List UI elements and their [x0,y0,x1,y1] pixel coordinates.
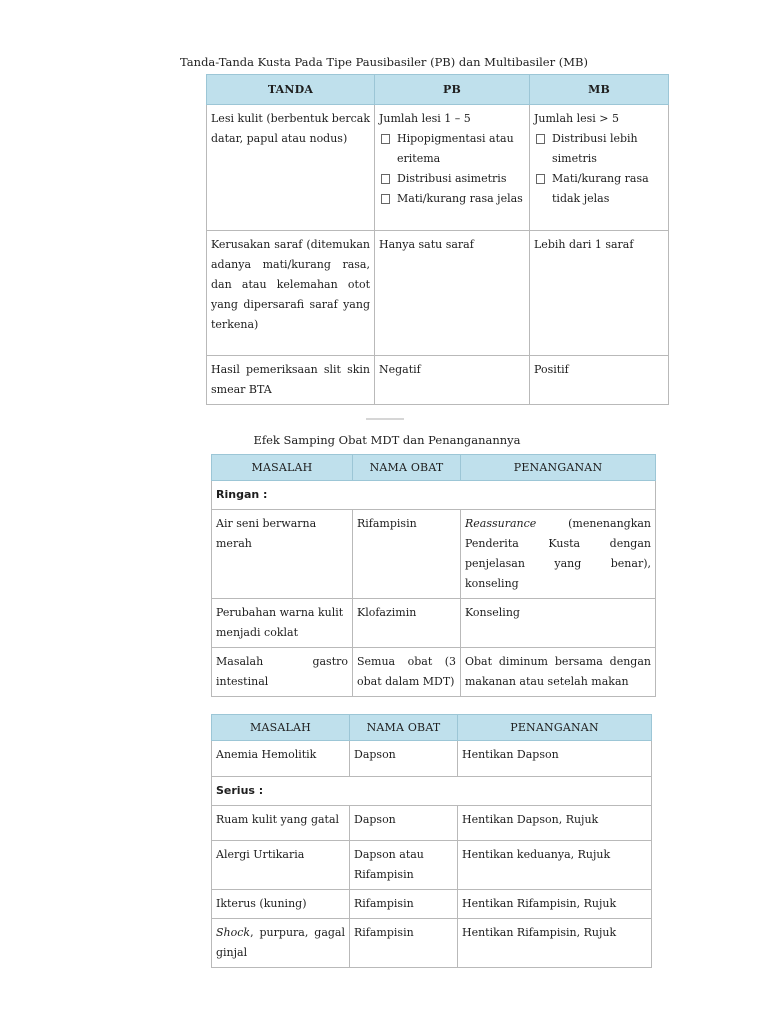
cell-masalah [212,919,350,968]
checkbox-icon [381,134,390,144]
table-row [212,919,652,968]
table-row [212,648,656,697]
section-row-ringan [212,481,656,510]
emphasis-text: Shock [216,926,251,939]
cell-penanganan: Hentikan Rifampisin, Rujuk [458,890,652,919]
table-row [212,890,652,919]
table-row [212,841,652,890]
cell-masalah: Ikterus (kuning) [212,890,350,919]
checkbox-icon [381,174,390,184]
header-tanda: TANDA [207,75,375,105]
list-item-text: Distribusi asimetris [397,172,507,185]
header-masalah: MASALAH [212,715,350,741]
table-row [212,806,652,841]
cell-pb: Negatif [375,356,530,405]
cell-mb [530,105,669,231]
table-side-effects-serious [211,714,652,968]
cell-penanganan: Hentikan Dapson, Rujuk [458,806,652,841]
cell-tanda: Kerusakan saraf (ditemukan adanya mati/kurang rasa, dan atau kelemahan otot yang dipersarafi saraf yang terkena) [207,231,375,356]
list-item [379,129,525,169]
header-masalah: MASALAH [212,455,353,481]
cell-obat: Semua obat (3 obat dalam MDT) [353,648,461,697]
header-pb: PB [375,75,530,105]
table-row [212,741,652,777]
table-header-row [212,715,652,741]
table2-caption: Efek Samping Obat MDT dan Penanganannya [253,433,521,447]
table-row [212,599,656,648]
section-row-serius [212,777,652,806]
scan-artifact [366,418,404,420]
list-item [379,189,525,209]
checkbox-icon [381,194,390,204]
table-row [207,105,669,231]
section-label: Serius : [212,777,652,806]
checkbox-icon [536,174,545,184]
cell-pb [375,105,530,231]
list-item-text: Mati/kurang rasa tidak jelas [552,172,649,205]
cell-masalah: Masalah gastro intestinal [212,648,353,697]
table-row [207,231,669,356]
header-mb: MB [530,75,669,105]
mb-lead: Jumlah lesi > 5 [534,112,619,125]
list-item [534,169,664,209]
cell-obat: Dapson atau Rifampisin [350,841,458,890]
cell-obat: Dapson [350,806,458,841]
header-penanganan: PENANGANAN [458,715,652,741]
cell-masalah: Air seni berwarna merah [212,510,353,599]
masalah-text: , purpura, gagal ginjal [216,926,345,959]
cell-obat: Rifampisin [350,919,458,968]
cell-penanganan: Obat diminum bersama dengan makanan atau setelah makan [461,648,656,697]
cell-masalah: Alergi Urtikaria [212,841,350,890]
table-leprosy-signs [206,74,669,405]
cell-penanganan: Hentikan keduanya, Rujuk [458,841,652,890]
cell-obat: Dapson [350,741,458,777]
table-header-row [207,75,669,105]
cell-tanda: Hasil pemeriksaan slit skin smear BTA [207,356,375,405]
pb-list [379,129,525,209]
cell-penanganan [461,510,656,599]
cell-obat: Rifampisin [353,510,461,599]
cell-masalah: Ruam kulit yang gatal [212,806,350,841]
list-item-text: Distribusi lebih simetris [552,132,638,165]
table1-caption: Tanda-Tanda Kusta Pada Tipe Pausibasiler (PB) dan Multibasiler (MB) [180,55,588,69]
cell-mb: Lebih dari 1 saraf [530,231,669,356]
checkbox-icon [536,134,545,144]
mb-list [534,129,664,209]
section-label: Ringan : [212,481,656,510]
cell-mb: Positif [530,356,669,405]
cell-obat: Rifampisin [350,890,458,919]
header-nama-obat: NAMA OBAT [353,455,461,481]
cell-obat: Klofazimin [353,599,461,648]
cell-tanda: Lesi kulit (berbentuk bercak datar, papul atau nodus) [207,105,375,231]
cell-masalah: Perubahan warna kulit menjadi coklat [212,599,353,648]
cell-masalah: Anemia Hemolitik [212,741,350,777]
cell-penanganan: Hentikan Rifampisin, Rujuk [458,919,652,968]
table-row [212,510,656,599]
list-item [534,129,664,169]
header-penanganan: PENANGANAN [461,455,656,481]
header-nama-obat: NAMA OBAT [350,715,458,741]
table-row [207,356,669,405]
cell-penanganan: Konseling [461,599,656,648]
table-side-effects-mild [211,454,656,697]
table-header-row [212,455,656,481]
list-item [379,169,525,189]
pb-lead: Jumlah lesi 1 – 5 [379,112,471,125]
list-item-text: Mati/kurang rasa jelas [397,192,523,205]
penanganan-text: (menenangkan Penderita Kusta dengan penjelasan yang benar), konseling [465,517,651,590]
cell-penanganan: Hentikan Dapson [458,741,652,777]
list-item-text: Hipopigmentasi atau eritema [397,132,514,165]
cell-pb: Hanya satu saraf [375,231,530,356]
emphasis-text: Reassurance [465,517,537,530]
